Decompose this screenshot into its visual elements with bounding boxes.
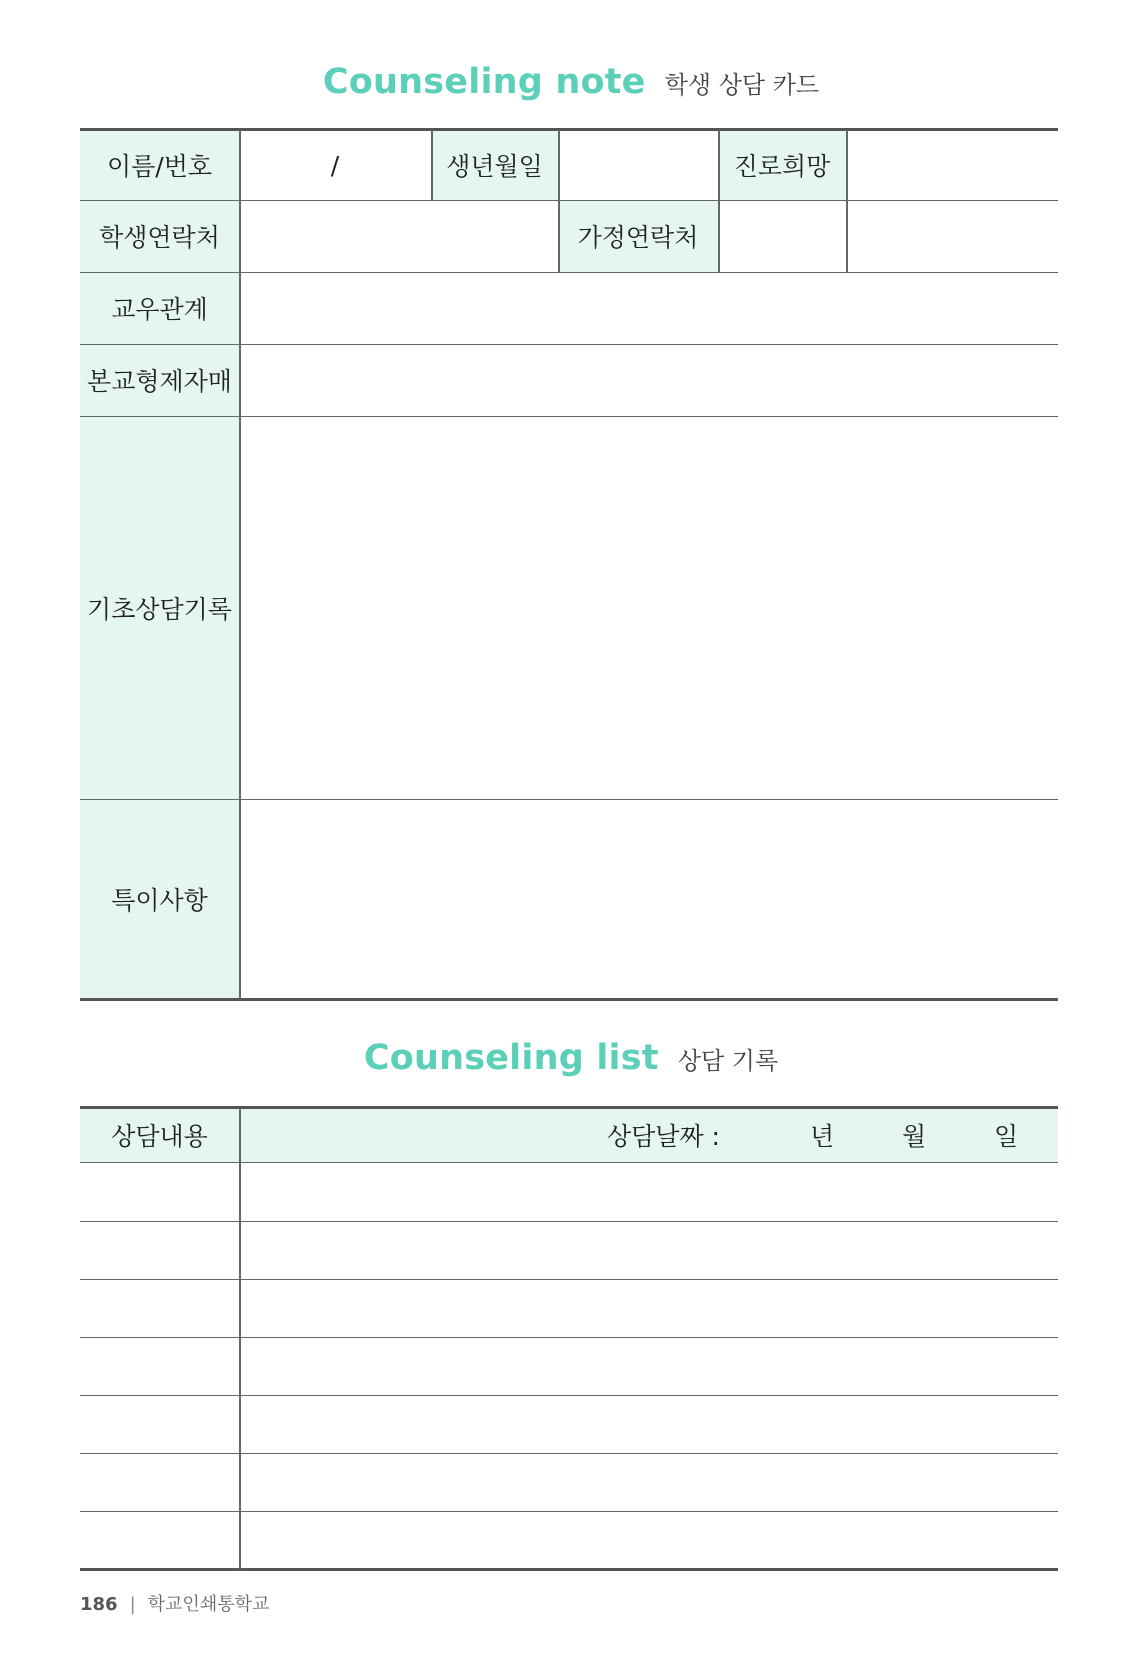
list-row-detail-field[interactable] — [239, 1163, 1058, 1221]
year-label: 년 — [810, 1122, 835, 1151]
siblings-field[interactable] — [239, 344, 1058, 416]
counseling-list-heading — [0, 1038, 1142, 1078]
basic-record-label: 기초상담기록 — [80, 416, 239, 799]
list-row-topic-field[interactable] — [80, 1337, 239, 1395]
list-row-detail-field[interactable] — [239, 1511, 1058, 1569]
list-row-topic-field[interactable] — [80, 1453, 239, 1511]
birth-date-label: 생년월일 — [431, 130, 558, 200]
counseling-list-title: Counseling list — [363, 1038, 659, 1078]
basic-record-field[interactable] — [239, 416, 1058, 799]
footer-separator: | — [129, 1594, 136, 1615]
home-contact-field[interactable] — [718, 200, 846, 272]
column-divider — [431, 130, 433, 200]
siblings-label: 본교형제자매 — [80, 344, 239, 416]
row-divider — [80, 344, 1058, 345]
name-number-label: 이름/번호 — [80, 130, 239, 200]
student-contact-field[interactable] — [239, 200, 558, 272]
row-divider — [80, 272, 1058, 273]
counseling-date-header — [239, 1108, 1058, 1162]
column-divider — [718, 130, 720, 272]
counseling-date-label: 상담날짜 : — [607, 1122, 720, 1151]
list-row-topic-field[interactable] — [80, 1279, 239, 1337]
row-divider — [80, 1511, 1058, 1512]
book-title: 학교인쇄통학교 — [147, 1594, 270, 1615]
career-hope-label: 진로희망 — [718, 130, 846, 200]
table-bottom-border — [80, 1568, 1058, 1571]
column-divider — [239, 1108, 241, 1569]
row-divider — [80, 1162, 1058, 1163]
table-bottom-border — [80, 998, 1058, 1001]
list-row-topic-field[interactable] — [80, 1395, 239, 1453]
list-row-detail-field[interactable] — [239, 1453, 1058, 1511]
row-divider — [80, 416, 1058, 417]
friends-relation-label: 교우관계 — [80, 272, 239, 344]
list-row-detail-field[interactable] — [239, 1337, 1058, 1395]
name-number-slash: / — [330, 150, 340, 180]
student-counseling-card-subtitle: 학생 상담 카드 — [664, 70, 820, 99]
row-divider — [80, 1395, 1058, 1396]
counseling-list-table — [80, 1106, 1058, 1576]
row-divider — [80, 1221, 1058, 1222]
row-divider — [80, 1453, 1058, 1454]
page-footer — [80, 1590, 269, 1616]
month-label: 월 — [902, 1122, 927, 1151]
column-divider — [239, 130, 241, 999]
counseling-record-subtitle: 상담 기록 — [677, 1046, 779, 1075]
special-notes-label: 특이사항 — [80, 799, 239, 999]
special-notes-field[interactable] — [239, 799, 1058, 999]
list-row-topic-field[interactable] — [80, 1163, 239, 1221]
counseling-note-title: Counseling note — [322, 62, 646, 102]
counseling-note-table — [80, 128, 1058, 1000]
career-hope-field[interactable] — [846, 130, 1058, 200]
row-divider — [80, 1337, 1058, 1338]
column-divider — [846, 130, 848, 272]
list-row-detail-field[interactable] — [239, 1279, 1058, 1337]
name-number-field[interactable] — [239, 130, 431, 200]
row-divider — [80, 1279, 1058, 1280]
counseling-note-heading — [0, 62, 1142, 102]
list-row-topic-field[interactable] — [80, 1221, 239, 1279]
counseling-content-header: 상담내용 — [80, 1108, 239, 1162]
column-divider — [558, 130, 560, 272]
page-number: 186 — [80, 1594, 118, 1615]
row-divider — [80, 200, 1058, 201]
list-row-topic-field[interactable] — [80, 1511, 239, 1569]
list-row-detail-field[interactable] — [239, 1221, 1058, 1279]
home-contact-label: 가정연락처 — [558, 200, 718, 272]
list-row-detail-field[interactable] — [239, 1395, 1058, 1453]
home-contact-extra-field[interactable] — [846, 200, 1058, 272]
birth-date-field[interactable] — [558, 130, 718, 200]
student-contact-label: 학생연락처 — [80, 200, 239, 272]
row-divider — [80, 799, 1058, 800]
day-label: 일 — [994, 1122, 1019, 1151]
table-top-border — [80, 1106, 1058, 1109]
table-top-border — [80, 128, 1058, 131]
friends-relation-field[interactable] — [239, 272, 1058, 344]
